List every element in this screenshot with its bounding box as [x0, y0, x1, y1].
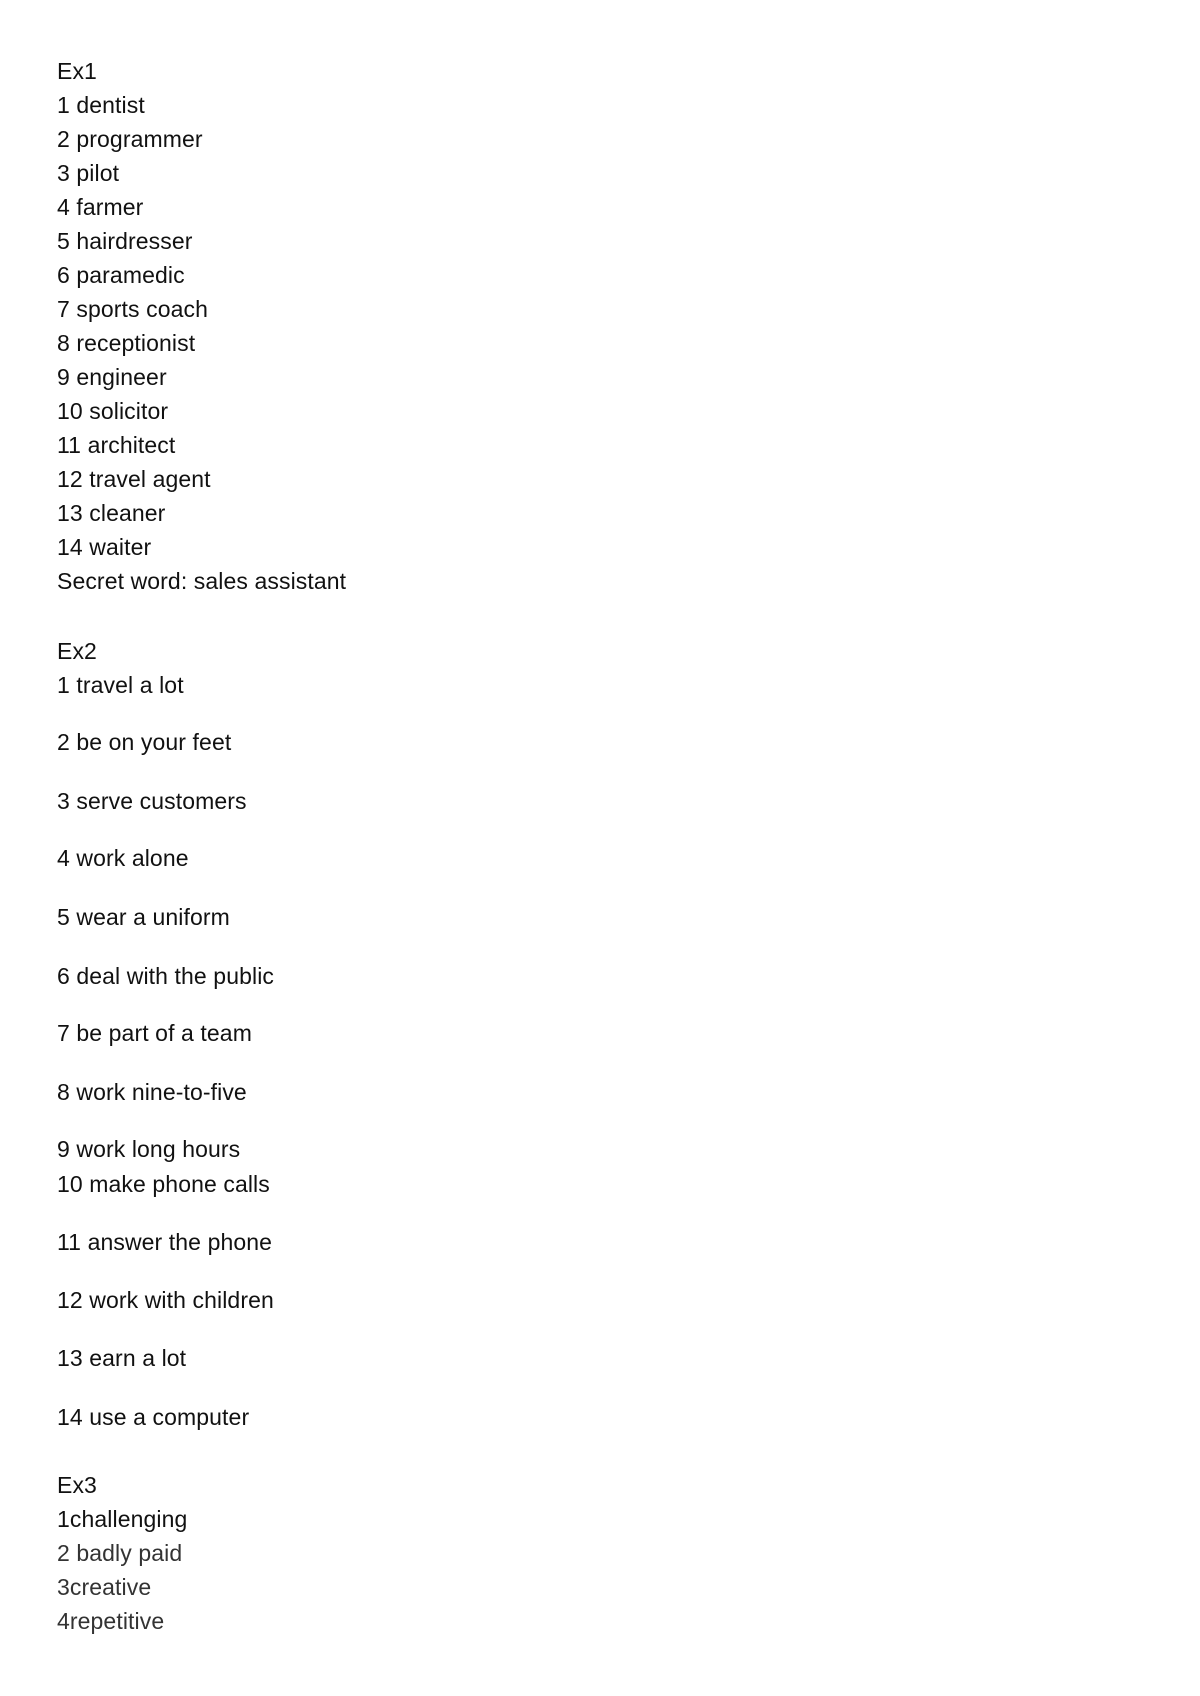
ex2-item: 12 work with children: [57, 1287, 274, 1313]
ex2-item: 10 make phone calls: [57, 1171, 270, 1197]
ex1-item: 9 engineer: [57, 364, 167, 390]
ex1-item: 10 solicitor: [57, 398, 169, 424]
ex2-item: 13 earn a lot: [57, 1345, 187, 1371]
ex1-item: 6 paramedic: [57, 262, 185, 288]
ex2-heading: Ex2: [57, 638, 97, 664]
ex2-item: 5 wear a uniform: [57, 904, 230, 930]
ex1-secret-word: Secret word: sales assistant: [57, 568, 347, 594]
ex1-item: 8 receptionist: [57, 330, 196, 356]
ex2-item: 8 work nine-to-five: [57, 1079, 247, 1105]
ex2-item: 4 work alone: [57, 845, 189, 871]
ex1-item: 2 programmer: [57, 126, 203, 152]
ex2-item: 14 use a computer: [57, 1404, 250, 1430]
ex1-item: 7 sports coach: [57, 296, 208, 322]
ex1-item: 5 hairdresser: [57, 228, 193, 254]
ex1-item: 4 farmer: [57, 194, 144, 220]
ex1-item: 12 travel agent: [57, 466, 211, 492]
ex1-item: 11 architect: [57, 432, 176, 458]
ex1-item: 14 waiter: [57, 534, 152, 560]
ex2-item: 6 deal with the public: [57, 963, 275, 989]
ex1-item: 13 cleaner: [57, 500, 166, 526]
ex2-item: 3 serve customers: [57, 788, 247, 814]
ex1-item: 1 dentist: [57, 92, 145, 118]
ex3-item: 4repetitive: [57, 1608, 165, 1634]
ex1-heading: Ex1: [57, 58, 97, 84]
ex2-item: 2 be on your feet: [57, 729, 232, 755]
ex2-item: 9 work long hours: [57, 1136, 241, 1162]
ex2-item: 7 be part of a team: [57, 1020, 252, 1046]
ex2-item: 1 travel a lot: [57, 672, 184, 698]
ex3-item: 3creative: [57, 1574, 152, 1600]
ex1-item: 3 pilot: [57, 160, 120, 186]
ex3-heading: Ex3: [57, 1472, 97, 1498]
ex2-item: 11 answer the phone: [57, 1229, 273, 1255]
ex3-item: 2 badly paid: [57, 1540, 183, 1566]
ex3-item: 1challenging: [57, 1506, 188, 1532]
